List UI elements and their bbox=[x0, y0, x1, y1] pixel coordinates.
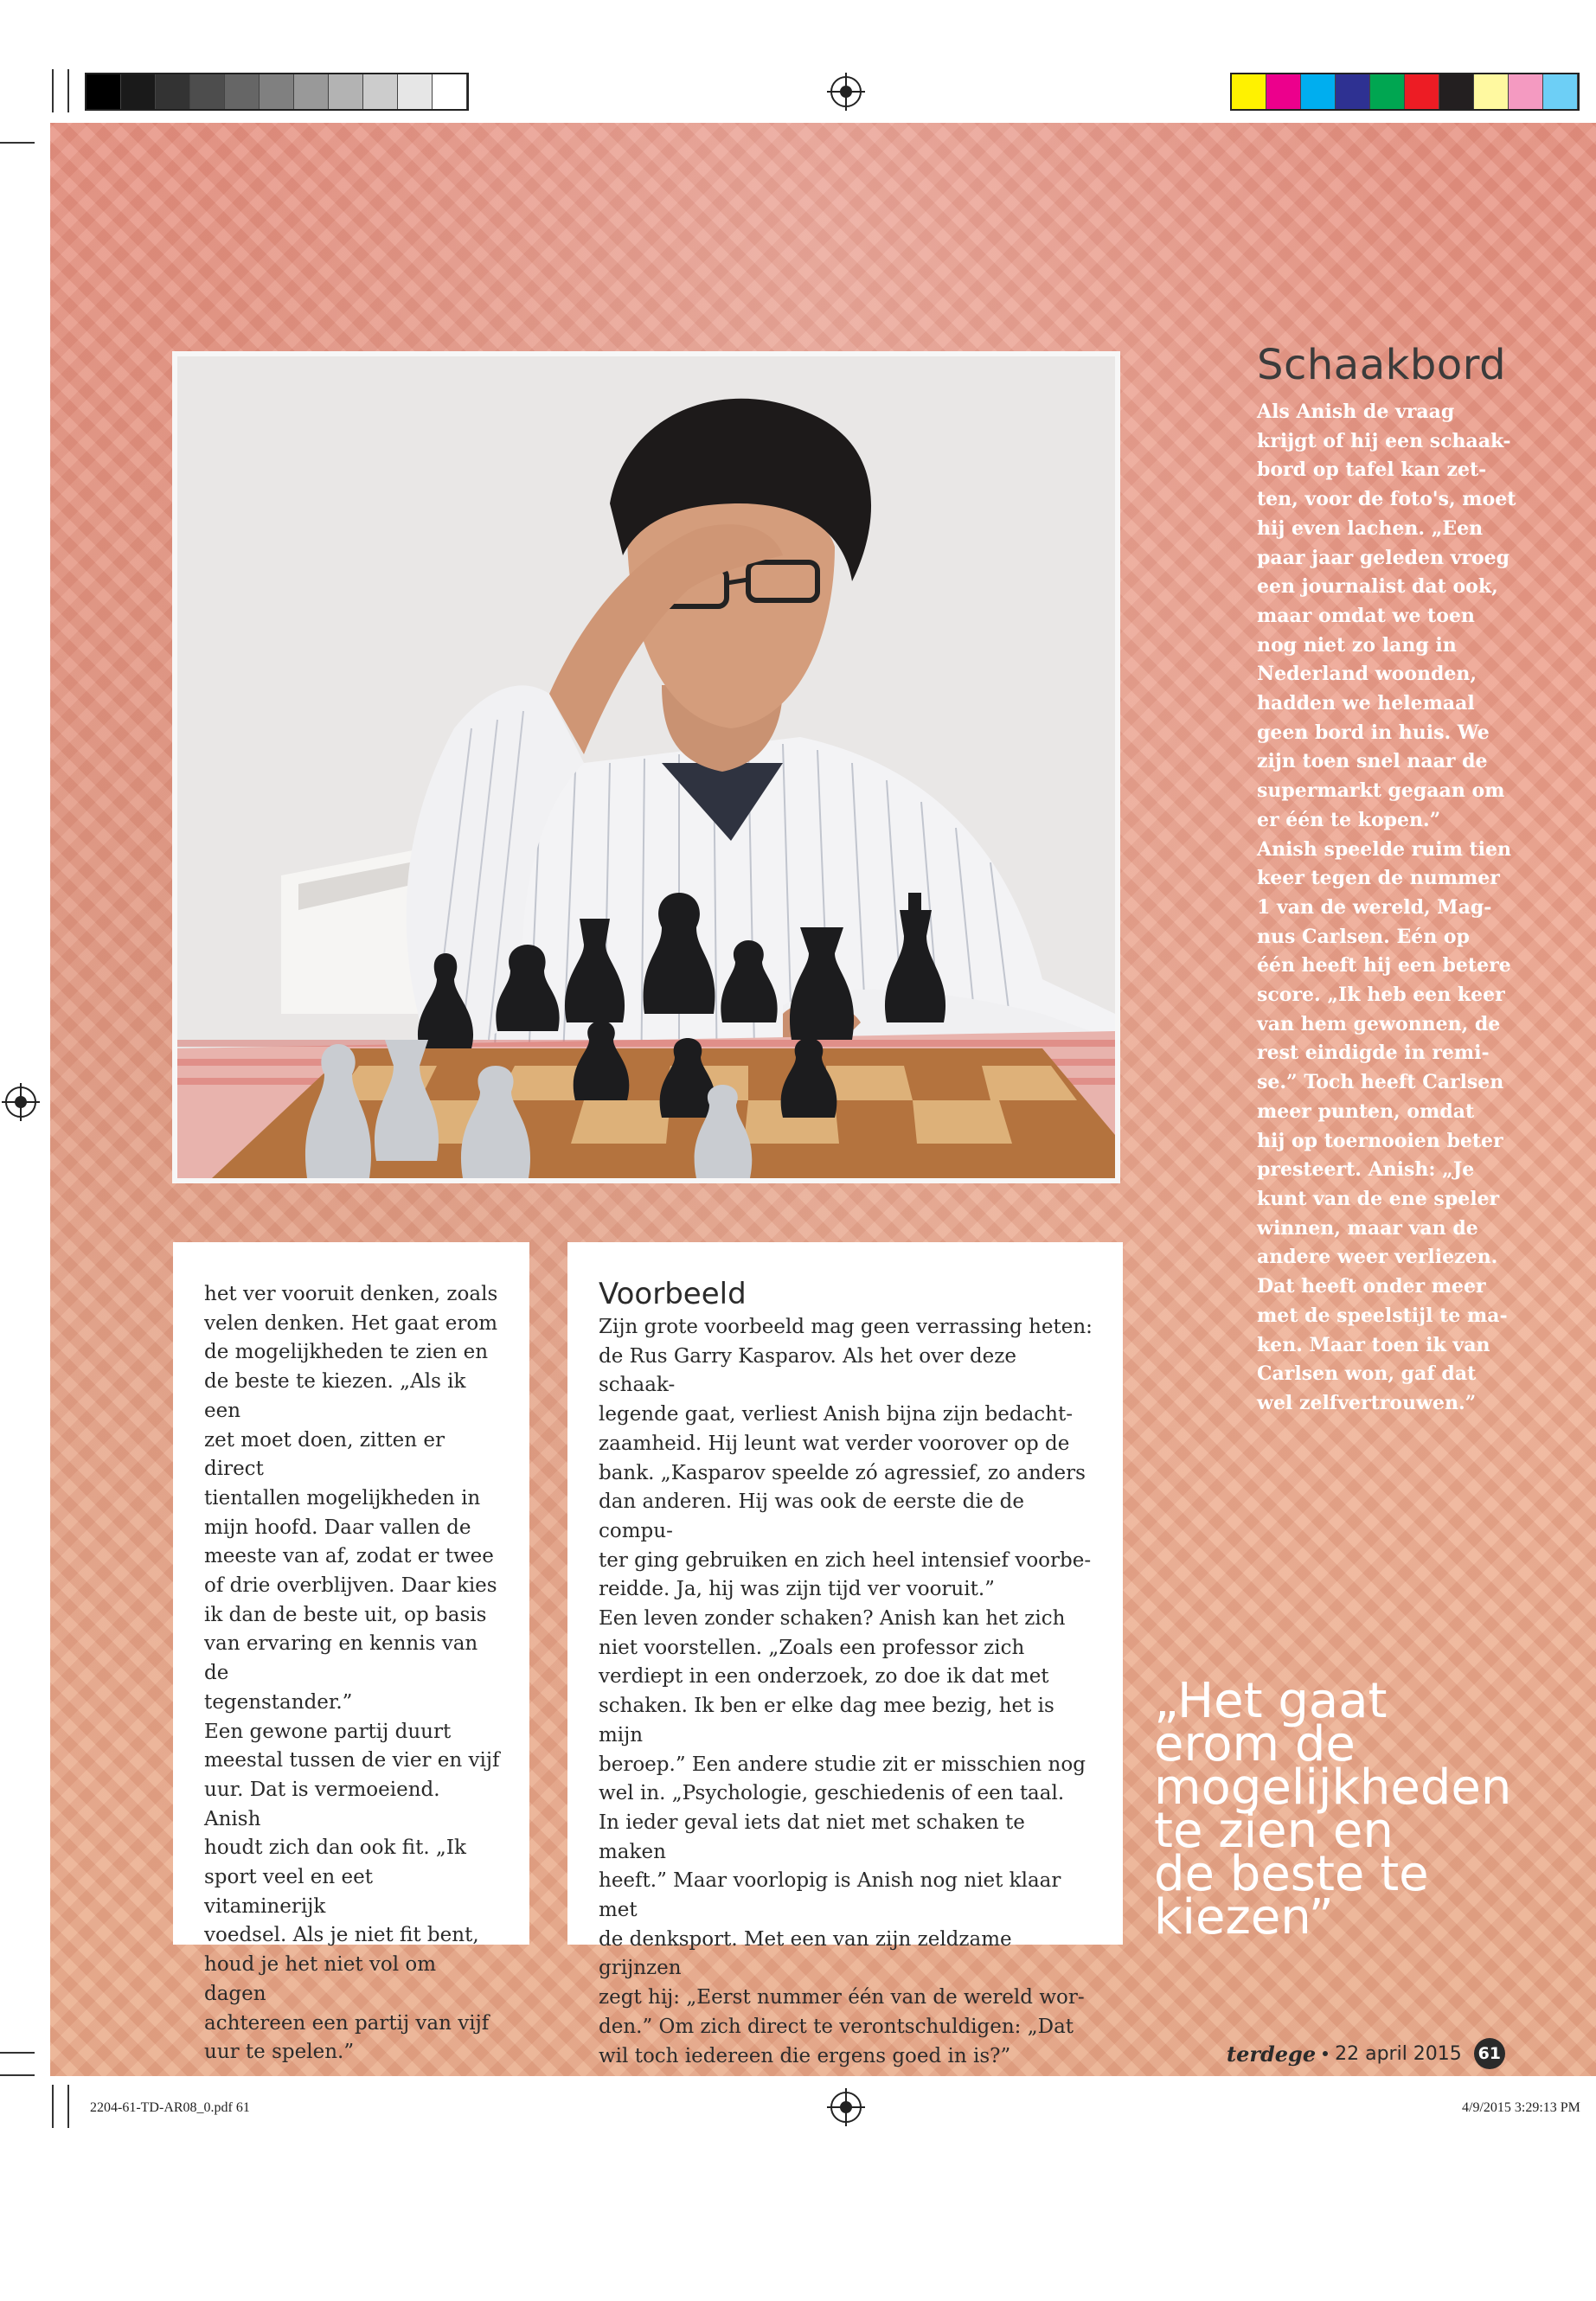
crop-mark bbox=[0, 142, 35, 144]
chess-player-photo bbox=[172, 351, 1120, 1183]
page-number-badge: 61 bbox=[1474, 2038, 1505, 2069]
crop-mark bbox=[67, 2085, 69, 2128]
crop-mark bbox=[52, 2085, 54, 2128]
issue-date: 22 april 2015 bbox=[1335, 2042, 1462, 2065]
registration-mark-icon bbox=[830, 2092, 862, 2123]
sidebar-schaakbord bbox=[1257, 341, 1516, 1419]
registration-mark-icon bbox=[830, 76, 862, 107]
pull-quote: „Het gaat erom de mogelijkheden te zien en de beste te kiezen” bbox=[1154, 1673, 1512, 1945]
sidebar-body: Als Anish de vraag krijgt of hij een schaak- bord op tafel kan zet- ten, voor de foto's, moet hij even lachen. „Een paar jaar geleden vroeg een journalist dat ook, maar omdat we toen nog niet zo lang in Nederland woonden, hadden we helemaal geen bord in huis. We zijn toen snel naar de supermarkt gegaan om er één te kopen.” Anish speelde ruim tien keer tegen de nummer 1 van de wereld, Mag- nus Carlsen. Eén op één heeft hij een betere score. „Ik heb een keer van hem gewonnen, de rest eindigde in remi- se.” Toch heeft Carlsen meer punten, omdat hij op toernooien beter presteert. Anish: „Je kunt van de ene speler winnen, maar van de andere weer verliezen. Dat heeft onder meer met de speelstijl te ma- ken. Maar toen ik van Carlsen won, gaf dat wel zelfvertrouwen.” bbox=[1257, 401, 1516, 1414]
chess-player-illustration bbox=[177, 356, 1115, 1178]
sidebar-title: Schaakbord bbox=[1257, 341, 1507, 389]
crop-mark bbox=[67, 69, 69, 112]
article-text-left: het ver vooruit denken, zoals velen denken. Het gaat erom de mogelijkheden te zien en de beste te kiezen. „Als ik een zet moet doen, zitten er direct tientallen mogelijkheden in mijn hoofd. Daar vallen de meeste van af, zodat er twee of drie overblijven. Daar kies ik dan de beste uit, op basis van ervaring en kennis van de tegenstander.” Een gewone partij duurt meestal tussen de vier en vijf uur. Dat is vermoeiend. Anish houdt zich dan ook fit. „Ik sport veel en eet vitaminerijk voedsel. Als je niet fit bent, houd je het niet vol om dagen achtereen een partij van vijf uur te spelen.” bbox=[204, 1283, 500, 2064]
article-column-left bbox=[173, 1242, 529, 2064]
crop-mark bbox=[0, 2052, 35, 2054]
bullet-dot-icon bbox=[1323, 2051, 1328, 2056]
print-slug-timestamp: 4/9/2015 3:29:13 PM bbox=[1462, 2100, 1580, 2115]
color-calibration-strip bbox=[1230, 73, 1580, 111]
crop-mark bbox=[52, 69, 54, 112]
crop-mark bbox=[0, 2074, 35, 2076]
article-text-middle: Zijn grote voorbeeld mag geen verrassing heten: de Rus Garry Kasparov. Als het over deze schaak- legende gaat, verliest Anish bijna zijn bedacht- zaamheid. Hij leunt wat verder voorover op de bank. „Kasparov speelde zó agressief, zo anders dan anderen. Hij was ook de eerste die de compu- ter ging gebruiken en zich heel intensief voorbe- reidde. Ja, hij was zijn tijd ver vooruit.” Een leven zonder schaken? Anish kan het zich niet voorstellen. „Zoals een professor zich verdiept in een onderzoek, zo doe ik dat met schaken. Ik ben er elke dag mee bezig, het is mijn beroep.” Een andere studie zit er misschien nog wel in. „Psychologie, geschiedenis of een taal. In ieder geval iets dat niet met schaken te maken heeft.” Maar voorlopig is Anish nog niet klaar met de denksport. Met een van zijn zeldzame grijnzen zegt hij: „Eerst nummer één van de wereld wor- den.” Om zich direct te verontschuldigen: „Dat wil toch iedereen die ergens goed in is?” bbox=[599, 1316, 1093, 2067]
page-folio bbox=[1227, 2036, 1505, 2071]
article-column-middle bbox=[567, 1242, 1123, 2067]
registration-mark-icon bbox=[5, 1086, 36, 1118]
magazine-brand: terdege bbox=[1227, 2041, 1317, 2067]
print-slug-file: 2204-61-TD-AR08_0.pdf 61 bbox=[90, 2100, 250, 2115]
grayscale-calibration-strip bbox=[85, 73, 469, 111]
section-heading-voorbeeld: Voorbeeld bbox=[599, 1277, 747, 1311]
magazine-page bbox=[50, 123, 1596, 2076]
